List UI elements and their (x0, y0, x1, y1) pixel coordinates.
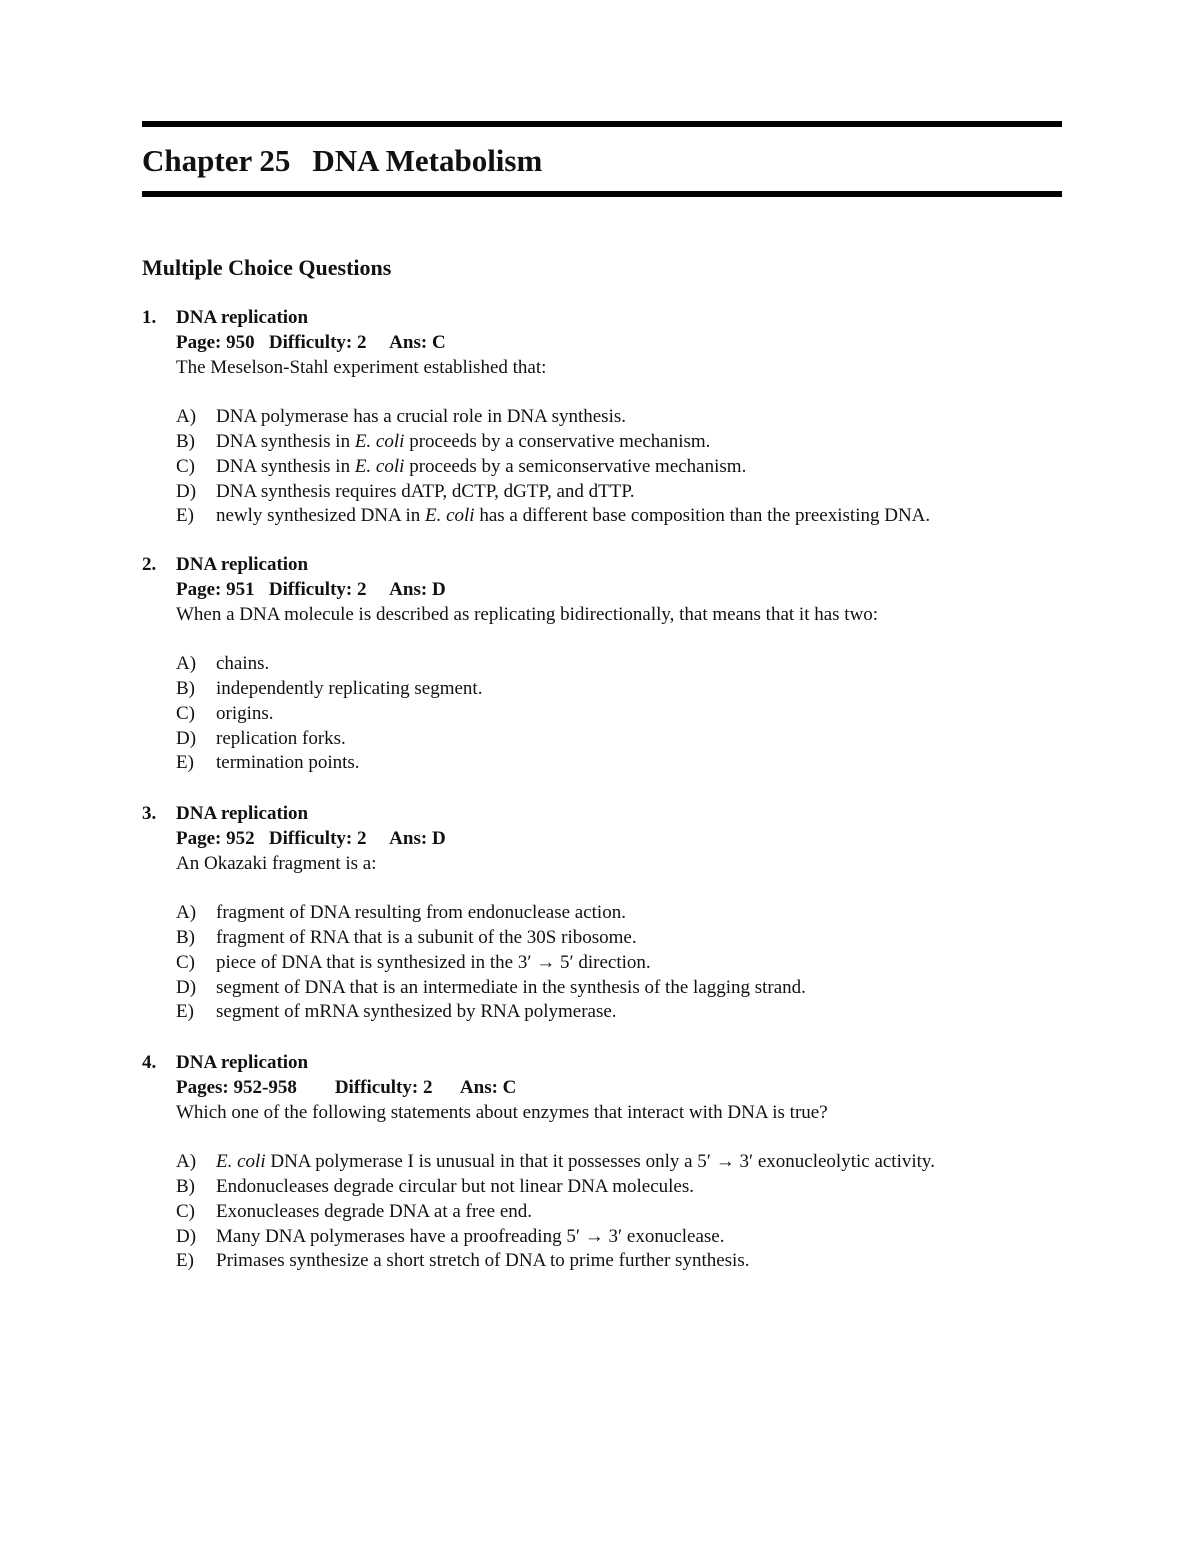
question-topic: DNA replication (176, 307, 309, 328)
option-letter: E) (176, 1001, 194, 1023)
option-text (216, 976, 806, 1001)
option-text (216, 1000, 617, 1025)
option-text (216, 901, 626, 926)
option-letter: C) (176, 455, 195, 477)
option-text-part: newly synthesized DNA in (216, 505, 425, 527)
option-letter: C) (176, 1200, 195, 1222)
option-text (216, 1150, 935, 1175)
option-text (216, 702, 274, 727)
species-name: E. coli (354, 455, 405, 477)
option-letter: D) (176, 1225, 197, 1247)
question-meta: Page: 950 Difficulty: 2 Ans: C (176, 331, 446, 353)
option-text (216, 480, 635, 505)
option-letter: A) (176, 653, 197, 675)
option-text (216, 751, 360, 776)
option-text-part: chains. (216, 653, 270, 675)
answer-option (176, 1000, 1062, 1025)
answer-options (176, 652, 1062, 776)
answer-option (176, 751, 1062, 776)
option-letter: B) (176, 430, 195, 452)
option-text-part: proceeds by a semiconservative mechanism. (404, 455, 747, 477)
question-stem: An Okazaki fragment is a: (176, 852, 377, 874)
question-topic: DNA replication (176, 1052, 309, 1073)
answer-option (176, 951, 1062, 976)
option-text-part: DNA synthesis in (216, 430, 355, 452)
question-meta: Pages: 952-958 Difficulty: 2 Ans: C (176, 1076, 517, 1098)
chapter-title (142, 140, 542, 182)
question-number: 4. (142, 1052, 157, 1073)
option-text-part: Endonucleases degrade circular but not linear DNA molecules. (216, 1175, 694, 1197)
question-meta: Page: 951 Difficulty: 2 Ans: D (176, 578, 446, 600)
answer-options (176, 901, 1062, 1025)
question-meta: Page: 952 Difficulty: 2 Ans: D (176, 827, 446, 849)
option-letter: A) (176, 902, 197, 924)
option-text-part: Many DNA polymerases have a proofreading 5′ → 3′ exonuclease. (216, 1225, 725, 1247)
option-letter: A) (176, 406, 197, 428)
answer-option (176, 480, 1062, 505)
option-text (216, 430, 710, 455)
option-letter: D) (176, 976, 197, 998)
answer-option (176, 1225, 1062, 1250)
chapter-name: DNA Metabolism (312, 143, 543, 178)
question-topic: DNA replication (176, 554, 309, 575)
question-stem: Which one of the following statements about enzymes that interact with DNA is true? (176, 1101, 828, 1123)
option-text (216, 677, 482, 702)
option-letter: E) (176, 752, 194, 774)
option-text-part: piece of DNA that is synthesized in the 3′ → 5′ direction. (216, 951, 651, 973)
answer-option (176, 702, 1062, 727)
option-text (216, 951, 651, 976)
option-text (216, 504, 930, 529)
question-stem: The Meselson-Stahl experiment established that: (176, 356, 547, 378)
question-number: 2. (142, 554, 157, 575)
section-title: Multiple Choice Questions (142, 255, 392, 280)
answer-option (176, 430, 1062, 455)
option-letter: D) (176, 480, 197, 502)
answer-option (176, 405, 1062, 430)
option-letter: C) (176, 702, 195, 724)
option-text-part: proceeds by a conservative mechanism. (404, 430, 711, 452)
option-text (216, 727, 346, 752)
option-text (216, 926, 637, 951)
option-text-part: Exonucleases degrade DNA at a free end. (216, 1200, 532, 1222)
option-text-part: DNA polymerase has a crucial role in DNA synthesis. (216, 406, 626, 428)
answer-option (176, 1150, 1062, 1175)
question-topic: DNA replication (176, 803, 309, 824)
question-2 (142, 553, 1062, 776)
option-text-part: has a different base composition than the preexisting DNA. (474, 505, 931, 527)
question-3 (142, 802, 1062, 1025)
answer-option (176, 1175, 1062, 1200)
answer-option (176, 727, 1062, 752)
species-name: E. coli (424, 505, 475, 527)
option-text-part: independently replicating segment. (216, 677, 483, 699)
question-number: 3. (142, 803, 157, 824)
option-text-part: fragment of RNA that is a subunit of the 30S ribosome. (216, 926, 637, 948)
answer-option (176, 901, 1062, 926)
title-rule-top (142, 121, 1062, 127)
option-text (216, 652, 269, 677)
option-text (216, 455, 746, 480)
answer-option (176, 504, 1062, 529)
option-text (216, 1225, 725, 1250)
chapter-number: Chapter 25 (142, 143, 291, 178)
answer-option (176, 976, 1062, 1001)
option-text-part: Primases synthesize a short stretch of DNA to prime further synthesis. (216, 1250, 750, 1272)
option-letter: E) (176, 505, 194, 527)
option-text-part: DNA polymerase I is unusual in that it possesses only a 5′ → 3′ exonucleolytic activity. (265, 1151, 935, 1173)
answer-options (176, 1150, 1062, 1274)
question-1 (142, 306, 1062, 529)
question-number: 1. (142, 307, 157, 328)
option-text-part: DNA synthesis in (216, 455, 355, 477)
option-text-part: origins. (216, 702, 274, 724)
option-letter: B) (176, 677, 195, 699)
question-4 (142, 1051, 1062, 1274)
option-letter: D) (176, 727, 197, 749)
answer-option (176, 455, 1062, 480)
answer-option (176, 652, 1062, 677)
option-text (216, 405, 626, 430)
option-letter: A) (176, 1151, 197, 1173)
species-name: E. coli (216, 1151, 266, 1173)
answer-option (176, 677, 1062, 702)
title-rule-bottom (142, 191, 1062, 197)
option-text (216, 1200, 532, 1225)
option-text-part: segment of DNA that is an intermediate in the synthesis of the lagging strand. (216, 976, 806, 998)
option-text-part: replication forks. (216, 727, 346, 749)
answer-option (176, 1200, 1062, 1225)
option-letter: B) (176, 926, 195, 948)
option-text-part: termination points. (216, 752, 360, 774)
answer-option (176, 926, 1062, 951)
option-letter: C) (176, 951, 195, 973)
option-text (216, 1249, 749, 1274)
question-stem: When a DNA molecule is described as replicating bidirectionally, that means that it has two: (176, 603, 879, 625)
option-text-part: segment of mRNA synthesized by RNA polymerase. (216, 1001, 617, 1023)
option-text-part: DNA synthesis requires dATP, dCTP, dGTP, and dTTP. (216, 480, 635, 502)
species-name: E. coli (354, 430, 405, 452)
answer-option (176, 1249, 1062, 1274)
option-letter: B) (176, 1175, 195, 1197)
option-letter: E) (176, 1250, 194, 1272)
option-text-part: fragment of DNA resulting from endonuclease action. (216, 902, 626, 924)
answer-options (176, 405, 1062, 529)
option-text (216, 1175, 694, 1200)
